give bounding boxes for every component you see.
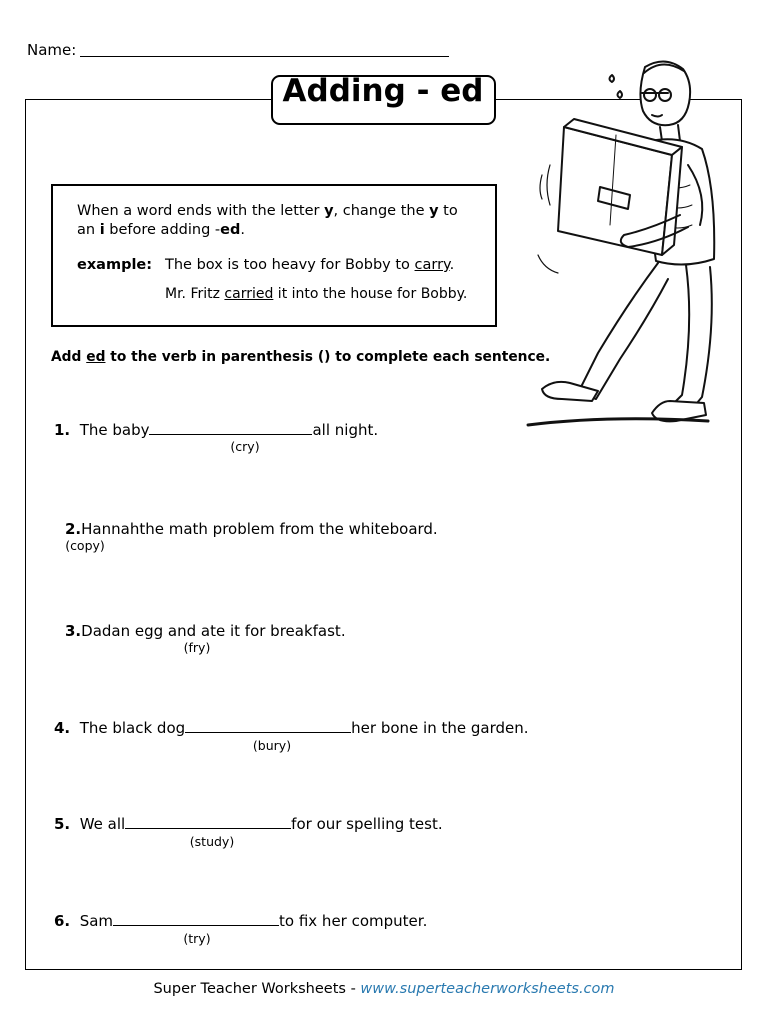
hint-2: (copy) xyxy=(65,538,105,553)
footer-text: Super Teacher Worksheets - xyxy=(153,981,361,997)
hint-4: (bury) xyxy=(252,738,292,753)
question-2: 2.Hannahthe math problem from the whiteboard. xyxy=(65,520,438,538)
footer-link[interactable]: www.superteacherworksheets.com xyxy=(360,981,615,997)
rule-line-1: When a word ends with the letter y, change the y to xyxy=(77,203,458,219)
footer xyxy=(0,981,768,997)
answer-blank-5[interactable] xyxy=(125,816,291,829)
question-1: 1. The baby all night. xyxy=(54,421,379,439)
question-3: 3.Dadan egg and ate it for breakfast. xyxy=(65,622,346,640)
question-5: 5. We all for our spelling test. xyxy=(54,815,443,833)
answer-blank-4[interactable] xyxy=(185,720,351,733)
example-label: example: xyxy=(77,257,153,273)
example-sentence-1: The box is too heavy for Bobby to carry. xyxy=(165,257,455,273)
answer-blank-6[interactable] xyxy=(113,913,279,926)
hint-5: (study) xyxy=(189,834,235,849)
answer-blank-1[interactable] xyxy=(149,422,312,435)
rule-line-2: an i before adding -ed. xyxy=(77,222,245,238)
question-4: 4. The black dog her bone in the garden. xyxy=(54,719,529,737)
sweat-drop-icon xyxy=(610,75,615,82)
instructions: Add ed to the verb in parenthesis () to complete each sentence. xyxy=(51,349,551,365)
name-label: Name: xyxy=(27,41,77,59)
name-write-line[interactable] xyxy=(80,56,449,57)
sweat-drop-icon xyxy=(618,91,623,98)
hint-6: (try) xyxy=(183,931,211,946)
page-title: Adding - ed xyxy=(282,73,484,109)
hint-3: (fry) xyxy=(183,640,211,655)
example-sentence-2: Mr. Fritz carried it into the house for Bobby. xyxy=(165,286,468,302)
man-carrying-box-illustration xyxy=(520,45,720,440)
question-6: 6. Sam to fix her computer. xyxy=(54,912,428,930)
hint-1: (cry) xyxy=(230,439,260,454)
